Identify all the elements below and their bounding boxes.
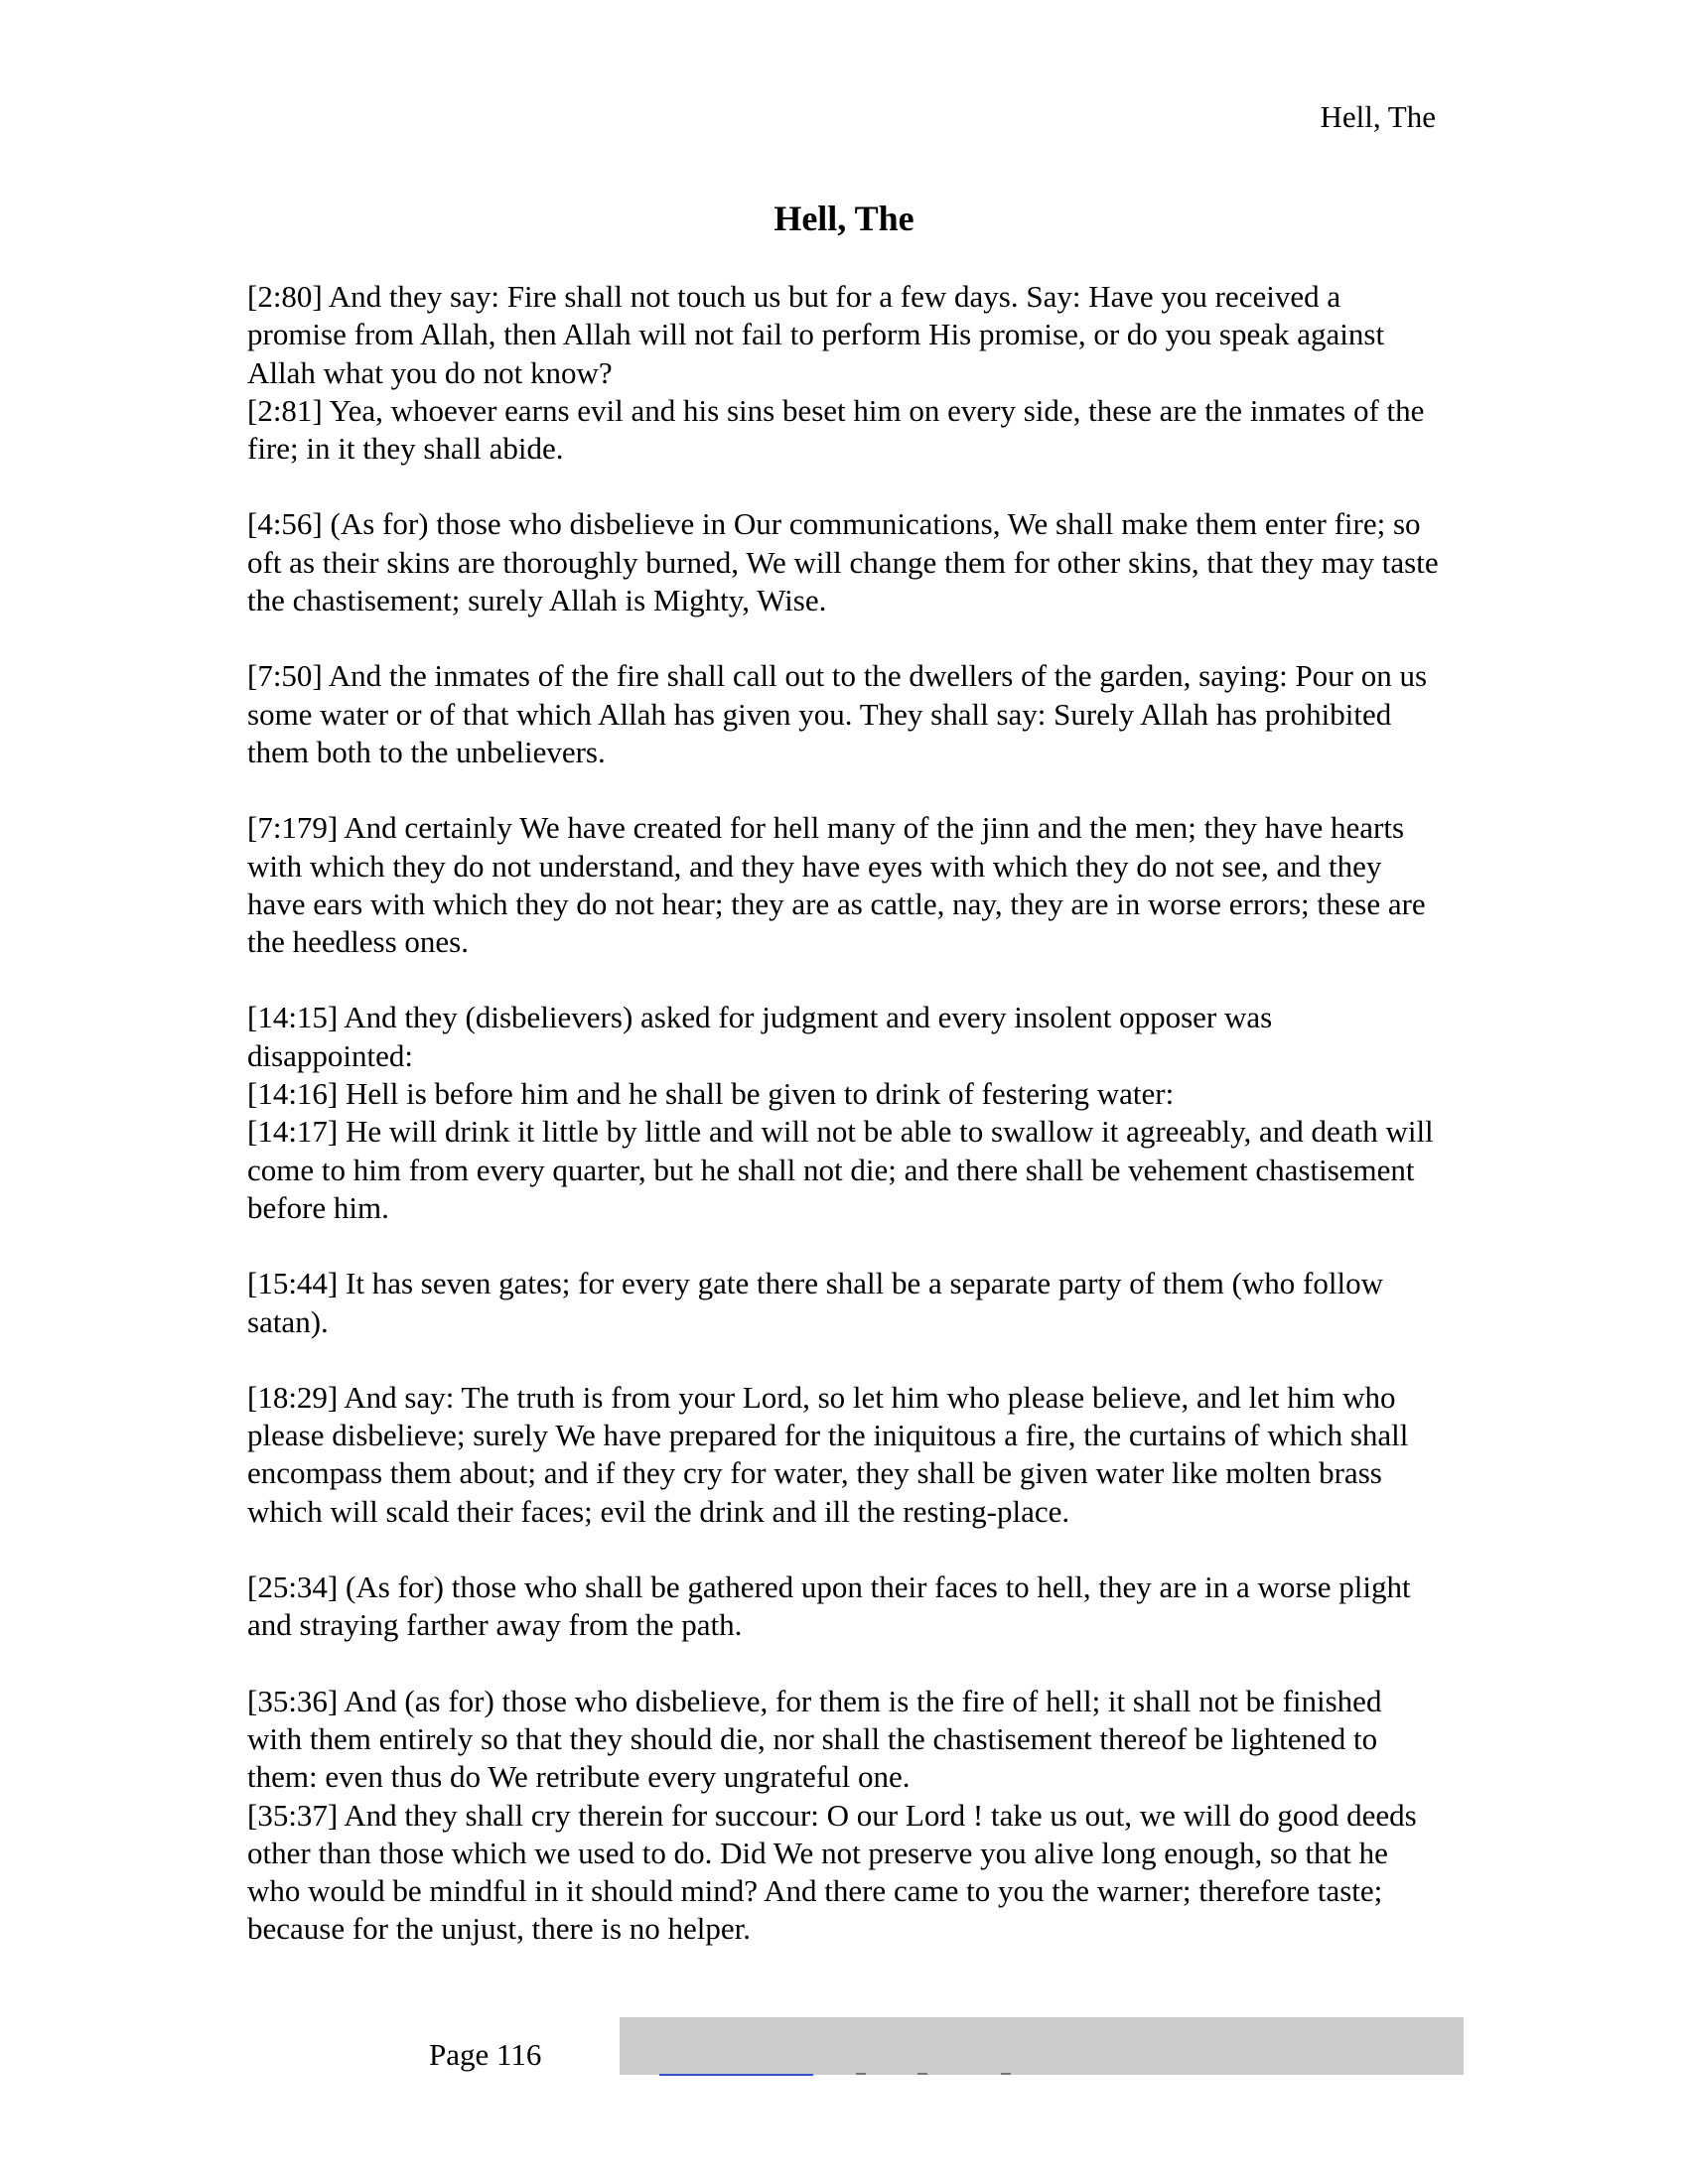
verse-group xyxy=(247,809,1439,961)
verse: [2:80] And they say: Fire shall not touch us but for a few days. Say: Have you received a promise from Allah, then Allah will not fail to perform His promise, or do you speak against Allah what you do not know? xyxy=(247,279,1385,390)
verse-group xyxy=(247,657,1439,771)
verse-group xyxy=(247,1569,1439,1645)
verse: [14:17] He will drink it little by little and will not be able to swallow it agreeably, and death will come to him from every quarter, but he shall not die; and there shall be vehement chastisement before him. xyxy=(247,1114,1434,1225)
verse-group xyxy=(247,1265,1439,1341)
verse: [14:15] And they (disbelievers) asked for judgment and every insolent opposer was disappointed: xyxy=(247,1000,1273,1073)
verse: [35:36] And (as for) those who disbelieve, for them is the fire of hell; it shall not be finished with them entirely so that they should die, nor shall the chastisement thereof be lightened to them: even thus do We retribute every ungrateful one. xyxy=(247,1683,1382,1795)
footer-bar xyxy=(620,2017,1464,2075)
verse-group xyxy=(247,1683,1439,1949)
verse: [7:179] And certainly We have created for hell many of the jinn and the men; they have hearts with which they do not understand, and they have eyes with which they do not see, and they have ears with which they do not hear; they are as cattle, nay, they are in worse errors; these are the heedless ones. xyxy=(247,810,1426,960)
verse: [25:34] (As for) those who shall be gathered upon their faces to hell, they are in a worse plight and straying farther away from the path. xyxy=(247,1570,1411,1643)
verse: [7:50] And the inmates of the fire shall call out to the dwellers of the garden, saying: Pour on us some water or of that which Allah has given you. They shall say: Surely Allah has prohibited them both to the unbelievers. xyxy=(247,658,1428,769)
verse-group xyxy=(247,999,1439,1227)
verse-group xyxy=(247,505,1439,619)
footer-text-fragment xyxy=(917,2073,927,2075)
verse-group xyxy=(247,1379,1439,1531)
page-title: Hell, The xyxy=(774,199,914,238)
verse-group xyxy=(247,278,1439,468)
verse: [14:16] Hell is before him and he shall be given to drink of festering water: xyxy=(247,1076,1175,1112)
document-body xyxy=(247,278,1439,1986)
verse: [15:44] It has seven gates; for every gate there shall be a separate party of them (who follow satan). xyxy=(247,1266,1383,1339)
footer-link-underline[interactable] xyxy=(659,2074,813,2076)
verse: [2:81] Yea, whoever earns evil and his sins beset him on every side, these are the inmates of the fire; in it they shall abide. xyxy=(247,392,1425,467)
verse: [18:29] And say: The truth is from your Lord, so let him who please believe, and let him who please disbelieve; surely We have prepared for the iniquitous a fire, the curtains of which shall encompass them about; and if they cry for water, they shall be given water like molten brass which will scald their faces; evil the drink and ill the resting-place. xyxy=(247,1379,1409,1529)
footer-text-fragment xyxy=(1001,2073,1011,2075)
verse: [35:37] And they shall cry therein for succour: O our Lord ! take us out, we will do good deeds other than those which we used to do. Did We not preserve you alive long enough, so that he who would be mindful in it should mind? And there came to you the warner; therefore taste; because for the unjust, there is no helper. xyxy=(247,1797,1417,1947)
page-number: Page 116 xyxy=(429,2037,542,2072)
footer-text-fragment xyxy=(856,2073,866,2075)
verse: [4:56] (As for) those who disbelieve in Our communications, We shall make them enter fire; so oft as their skins are thoroughly burned, We will change them for other skins, that they may taste the chastisement; surely Allah is Mighty, Wise. xyxy=(247,506,1439,618)
running-header: Hell, The xyxy=(1320,99,1436,134)
